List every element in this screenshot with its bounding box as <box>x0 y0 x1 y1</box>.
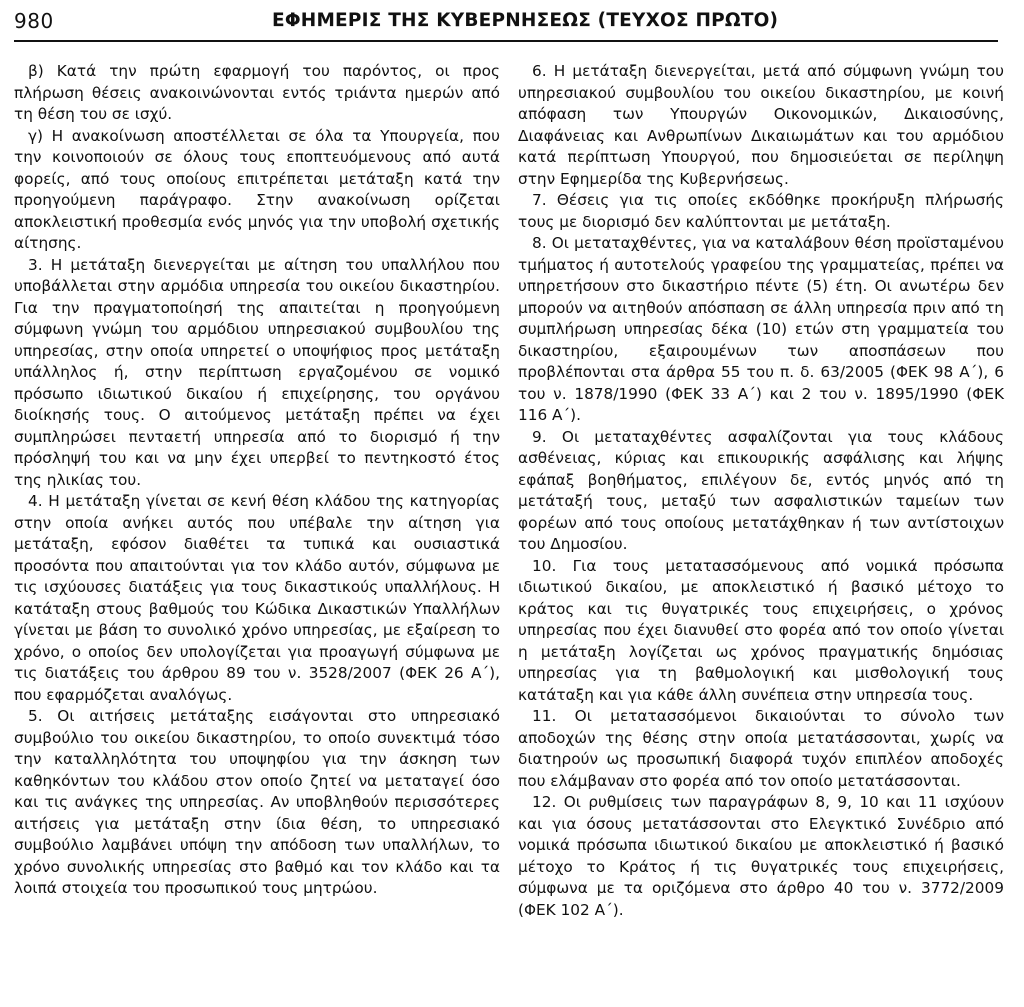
paragraph-2b: β) Κατά την πρώτη εφαρμογή του παρόντος, οι προς πλήρωση θέσεις ανακοινώνονται εντός τριάντα ημερών από τη θέση του σε ισχύ. <box>14 62 500 123</box>
paragraph-4: 4. Η μετάταξη γίνεται σε κενή θέση κλάδου της κατηγορίας στην οποία ανήκει αυτός που υπέβαλε την αίτηση για μετάταξη, εφόσον διαθέτει τα τυπικά και ουσιαστικά προσόντα που απαιτούνται για τον κλάδο αυτόν, σύμφωνα με τις ισχύουσες διατάξεις για τους δικαστικούς υπαλλήλους. Η κατάταξη στους βαθμούς του Κώδικα Δικαστικών Υπαλλήλων γίνεται με βάση το συνολικό χρόνο υπηρεσίας, με εξαίρεση το χρόνο, ο οποίος δεν υπολογίζεται για προαγωγή σύμφωνα με τις διατάξεις του άρθρου 89 του ν. 3528/2007 (ΦΕΚ 26 Α΄), που εφαρμόζεται αναλόγως. <box>14 492 500 704</box>
paragraph-11: 11. Οι μετατασσόμενοι δικαιούνται το σύνολο των αποδοχών της θέσης στην οποία μετατάσσονται, χωρίς να διατηρούν ως προσωπική διαφορά τυχόν επιπλέον αποδοχές που ελάμβαναν στο φορέα από τον οποίο μετατάσσονται. <box>518 707 1004 790</box>
page-header <box>14 6 998 42</box>
paragraph-8: 8. Οι μεταταχθέντες, για να καταλάβουν θέση προϊσταμένου τμήματος ή αυτοτελούς γραφείου της γραμματείας, πρέπει να υπηρετήσουν στο δικαστήριο πέντε (5) έτη. Οι ανωτέρω δεν μπορούν να αιτηθούν απόσπαση σε άλλη υπηρεσία πριν από τη συμπλήρωση υπηρεσίας δέκα (10) ετών στη γραμματεία του δικαστηρίου, εξαιρουμένων των αποσπάσεων που προβλέπονται στα άρθρα 55 του π. δ. 63/2005 (ΦΕΚ 98 Α΄), 6 του ν. 1878/1990 (ΦΕΚ 33 Α΄) και 2 του ν. 1895/1990 (ΦΕΚ 116 Α΄). <box>518 234 1004 424</box>
paragraph-10: 10. Για τους μετατασσόμενους από νομικά πρόσωπα ιδιωτικού δικαίου, με αποκλειστικό ή βασικό μέτοχο το κράτος και τις θυγατρικές τους επιχειρήσεις, ο χρόνος υπηρεσίας που έχει διανυθεί στο φορέα από τον οποίο γίνεται η μετάταξη λογίζεται ως χρόνος πραγματικής δημόσιας υπηρεσίας για τη βαθμολογική και μισθολογική τους κατάταξη και για κάθε άλλη συνέπεια στην υπηρεσία τους. <box>518 556 1004 704</box>
paragraph-2c: γ) Η ανακοίνωση αποστέλλεται σε όλα τα Υπουργεία, που την κοινοποιούν σε όλους τους εποπτευόμενους από αυτά φορείς, από τους οποίους επιτρέπεται μετάταξη κατά την προηγούμενη παράγραφο. Στην ανακοίνωση ορίζεται αποκλειστική προθεσμία ενός μηνός για την υποβολή σχετικής αίτησης. <box>14 126 500 252</box>
page-number: 980 <box>14 9 54 33</box>
paragraph-3: 3. Η μετάταξη διενεργείται με αίτηση του υπαλλήλου που υποβάλλεται στην αρμόδια υπηρεσία του οικείου δικαστηρίου. Για την πραγματοποίησή της απαιτείται η προηγούμενη σύμφωνη γνώμη του αρμόδιου υπηρεσιακού συμβουλίου της υπηρεσίας, στην οποία υπηρετεί ο υποψήφιος προς μετάταξη υπάλληλος ή, στην περίπτωση εργαζομένου σε νομικό πρόσωπο ιδιωτικού δικαίου ή επιχείρησης, του οργάνου διοίκησής τους. Ο αιτούμενος μετάταξη πρέπει να έχει συμπληρώσει πενταετή υπηρεσία από το διορισμό ή την πρόσληψή του και να μην έχει υπερβεί το πεντηκοστό έτος της ηλικίας του. <box>14 255 500 489</box>
journal-title: ΕΦΗΜΕΡΙΣ ΤΗΣ ΚΥΒΕΡΝΗΣΕΩΣ (ΤΕΥΧΟΣ ΠΡΩΤΟ) <box>272 10 779 31</box>
paragraph-12: 12. Οι ρυθμίσεις των παραγράφων 8, 9, 10 και 11 ισχύουν και για όσους μετατάσσονται στο Ελεγκτικό Συνέδριο από νομικά πρόσωπα ιδιωτικού δικαίου με αποκλειστικό ή βασικό μέτοχο το Κράτος ή τις θυγατρικές τους επιχειρήσεις, σύμφωνα με τα οριζόμενα στο άρθρο 40 του ν. 3772/2009 (ΦΕΚ 102 Α΄). <box>518 793 1004 919</box>
left-column <box>14 61 500 900</box>
paragraph-7: 7. Θέσεις για τις οποίες εκδόθηκε προκήρυξη πλήρωσής τους με διορισμό δεν καλύπτονται με μετάταξη. <box>518 191 1004 231</box>
paragraph-9: 9. Οι μεταταχθέντες ασφαλίζονται για τους κλάδους ασθένειας, κύριας και επικουρικής ασφάλισης και λήψης εφάπαξ βοηθήματος, επιλέγουν δε, εντός μηνός από τη μετάταξή τους, μεταξύ των ασφαλιστικών ταμείων των φορέων από τους οποίους μετατάχθηκαν ή των αντίστοιχων του Δημοσίου. <box>518 427 1004 553</box>
paragraph-5: 5. Οι αιτήσεις μετάταξης εισάγονται στο υπηρεσιακό συμβούλιο του οικείου δικαστηρίου, το οποίο συνεκτιμά τόσο την καταλληλότητα του υποψηφίου για την άσκηση των καθηκόντων του κλάδου στον οποίο ζητεί να μεταταγεί όσο και τις ανάγκες της υπηρεσίας. Αν υποβληθούν περισσότερες αιτήσεις για μετάταξη στην ίδια θέση, το υπηρεσιακό συμβούλιο λαμβάνει υπόψη την απόδοση των υπαλλήλων, το χρόνο συνολικής υπηρεσίας στο βαθμό και τον κλάδο και τα λοιπά στοιχεία του προσωπικού τους μητρώου. <box>14 707 500 897</box>
paragraph-6: 6. Η μετάταξη διενεργείται, μετά από σύμφωνη γνώμη του υπηρεσιακού συμβουλίου του οικείου δικαστηρίου, με κοινή απόφαση των Υπουργών Οικονομικών, Δικαιοσύνης, Διαφάνειας και Ανθρωπίνων Δικαιωμάτων και του αρμόδιου κατά περίπτωση Υπουργού, που δημοσιεύεται σε περίληψη στην Εφημερίδα της Κυβερνήσεως. <box>518 62 1004 188</box>
right-column <box>518 61 1004 921</box>
